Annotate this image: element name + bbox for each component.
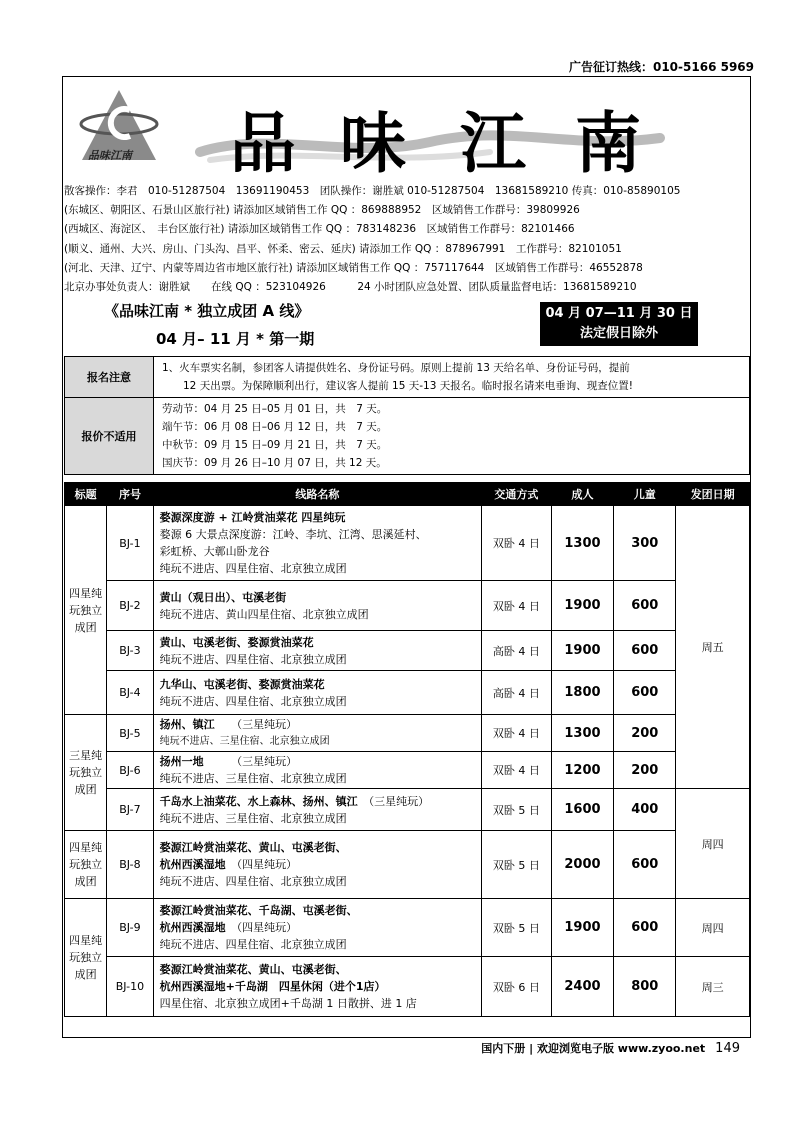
transport: 双卧 5 日 bbox=[482, 899, 552, 957]
title-char-2: 味 bbox=[340, 104, 406, 182]
date-range-box bbox=[540, 302, 698, 346]
route-name: 扬州、镇江 （三星纯玩） 纯玩不进店、三星住宿、北京独立成团 bbox=[153, 715, 481, 752]
route-no: BJ-3 bbox=[107, 631, 153, 671]
route-name: 婺源江岭赏油菜花、黄山、屯溪老街、 杭州西溪湿地 （四星纯玩） 纯玩不进店、四星住宿、北京独立成团 bbox=[153, 831, 481, 899]
route-no: BJ-4 bbox=[107, 671, 153, 715]
table-row bbox=[65, 957, 750, 1017]
child-price: 300 bbox=[614, 506, 676, 581]
contact-info bbox=[64, 182, 754, 297]
departure-day: 周四 bbox=[676, 789, 750, 899]
departure-day: 周四 bbox=[676, 899, 750, 957]
table-row bbox=[65, 581, 750, 631]
col-header: 成人 bbox=[551, 483, 613, 506]
adult-price: 1800 bbox=[551, 671, 613, 715]
route-no: BJ-7 bbox=[107, 789, 153, 831]
child-price: 600 bbox=[614, 581, 676, 631]
route-name: 九华山、屯溪老街、婺源赏油菜花 纯玩不进店、四星住宿、北京独立成团 bbox=[153, 671, 481, 715]
footer bbox=[481, 1040, 740, 1056]
contact-line: 北京办事处负责人：谢胜斌 在线 QQ ：523104926 24 小时团队应急处置、团队质量监督电话：13681589210 bbox=[64, 281, 637, 294]
table-row bbox=[65, 831, 750, 899]
transport: 双卧 4 日 bbox=[482, 752, 552, 789]
child-price: 600 bbox=[614, 831, 676, 899]
child-price: 200 bbox=[614, 752, 676, 789]
transport: 双卧 5 日 bbox=[482, 831, 552, 899]
adult-price: 1600 bbox=[551, 789, 613, 831]
route-name: 婺源江岭赏油菜花、千岛湖、屯溪老街、 杭州西溪湿地 （四星纯玩） 纯玩不进店、四星住宿、北京独立成团 bbox=[153, 899, 481, 957]
route-name: 扬州一地 （三星纯玩） 纯玩不进店、三星住宿、北京独立成团 bbox=[153, 752, 481, 789]
ad-hotline: 广告征订热线：010-5166 5969 bbox=[568, 60, 754, 74]
route-no: BJ-2 bbox=[107, 581, 153, 631]
departure-day: 周五 bbox=[676, 506, 750, 789]
route-no: BJ-6 bbox=[107, 752, 153, 789]
price-exclusion-label: 报价不适用 bbox=[65, 398, 154, 475]
adult-price: 1200 bbox=[551, 752, 613, 789]
col-header: 交通方式 bbox=[482, 483, 552, 506]
transport: 高卧 4 日 bbox=[482, 671, 552, 715]
category-cell: 三星纯玩独立成团 bbox=[65, 715, 107, 831]
table-row bbox=[65, 752, 750, 789]
page-number: 149 bbox=[715, 1041, 740, 1056]
route-no: BJ-10 bbox=[107, 957, 153, 1017]
adult-price: 1300 bbox=[551, 506, 613, 581]
contact-line: (顺义、通州、大兴、房山、门头沟、昌平、怀柔、密云、延庆) 请添加工作 QQ ：878967991 工作群号：82101051 bbox=[64, 242, 622, 255]
table-row bbox=[65, 671, 750, 715]
transport: 双卧 4 日 bbox=[482, 581, 552, 631]
contact-line: (西城区、海淀区、 丰台区旅行社) 请添加区域销售工作 QQ ：783148236 区域销售工作群号：82101466 bbox=[64, 223, 575, 236]
table-row bbox=[65, 506, 750, 581]
child-price: 200 bbox=[614, 715, 676, 752]
transport: 双卧 6 日 bbox=[482, 957, 552, 1017]
child-price: 600 bbox=[614, 671, 676, 715]
route-no: BJ-1 bbox=[107, 506, 153, 581]
route-no: BJ-9 bbox=[107, 899, 153, 957]
contact-line: (河北、天津、辽宁、内蒙等周边省市地区旅行社) 请添加区域销售工作 QQ ：757117644 区域销售工作群号：46552878 bbox=[64, 261, 643, 274]
col-header: 标题 bbox=[65, 483, 107, 506]
category-cell: 四星纯玩独立成团 bbox=[65, 899, 107, 1017]
page-title bbox=[190, 90, 680, 180]
adult-price: 1300 bbox=[551, 715, 613, 752]
contact-line: 散客操作：李君 010-51287504 13691190453 团队操作：谢胜斌 010-51287504 13681589210 传真：010-85890105 bbox=[64, 185, 681, 197]
table-row bbox=[65, 789, 750, 831]
footer-text: 国内下册 | 欢迎浏览电子版 www.zyoo.net bbox=[481, 1042, 706, 1055]
route-no: BJ-5 bbox=[107, 715, 153, 752]
category-cell: 四星纯玩独立成团 bbox=[65, 506, 107, 715]
adult-price: 2400 bbox=[551, 957, 613, 1017]
line-title: 《品味江南 * 独立成团 A 线》 bbox=[104, 302, 310, 320]
transport: 双卧 4 日 bbox=[482, 506, 552, 581]
route-name: 黄山、屯溪老街、婺源赏油菜花 纯玩不进店、四星住宿、北京独立成团 bbox=[153, 631, 481, 671]
col-header: 儿童 bbox=[614, 483, 676, 506]
notes-table bbox=[64, 356, 750, 475]
table-row bbox=[65, 631, 750, 671]
child-price: 800 bbox=[614, 957, 676, 1017]
title-char-3: 江 bbox=[460, 104, 526, 182]
route-name: 婺源江岭赏油菜花、黄山、屯溪老街、 杭州西溪湿地+千岛湖 四星休闲（进个1店） 四星住宿、北京独立成团+千岛湖 1 日散拼、进 1 店 bbox=[153, 957, 481, 1017]
col-header: 线路名称 bbox=[153, 483, 481, 506]
contact-line: (东城区、朝阳区、石景山区旅行社) 请添加区域销售工作 QQ ：869888952 区域销售工作群号：39809926 bbox=[64, 204, 580, 217]
period-title: 04 月– 11 月 * 第一期 bbox=[156, 330, 315, 348]
adult-price: 1900 bbox=[551, 581, 613, 631]
adult-price: 2000 bbox=[551, 831, 613, 899]
route-name: 黄山（观日出）、屯溪老街 纯玩不进店、黄山四星住宿、北京独立成团 bbox=[153, 581, 481, 631]
route-name: 婺源深度游 + 江岭赏油菜花 四星纯玩 婺源 6 大景点深度游：江岭、李坑、江湾、思溪延村、 彩虹桥、大鄣山卧龙谷 纯玩不进店、四星住宿、北京独立成团 bbox=[153, 506, 481, 581]
transport: 双卧 4 日 bbox=[482, 715, 552, 752]
child-price: 600 bbox=[614, 899, 676, 957]
table-row bbox=[65, 715, 750, 752]
col-header: 发团日期 bbox=[676, 483, 750, 506]
departure-day: 周三 bbox=[676, 957, 750, 1017]
adult-price: 1900 bbox=[551, 899, 613, 957]
adult-price: 1900 bbox=[551, 631, 613, 671]
signup-label: 报名注意 bbox=[65, 357, 154, 398]
date-note: 法定假日除外 bbox=[579, 326, 658, 341]
child-price: 400 bbox=[614, 789, 676, 831]
date-range: 04 月 07—11 月 30 日 bbox=[545, 306, 693, 321]
transport: 高卧 4 日 bbox=[482, 631, 552, 671]
col-header: 序号 bbox=[107, 483, 153, 506]
route-name: 千岛水上油菜花、水上森林、扬州、镇江 （三星纯玩） 纯玩不进店、三星住宿、北京独立成团 bbox=[153, 789, 481, 831]
title-char-4: 南 bbox=[575, 104, 641, 182]
title-char-1: 品 bbox=[230, 104, 296, 182]
route-no: BJ-8 bbox=[107, 831, 153, 899]
child-price: 600 bbox=[614, 631, 676, 671]
signup-text: 1、火车票实名制，参团客人请提供姓名、身份证号码。原则上提前 13 天给名单、身份证号码，提前 12 天出票。为保障顺利出行，建议客人提前 15 天-13 天报名。临时报名请来电垂询、现查位置! bbox=[154, 357, 750, 398]
brand-small-text: 品味江南 bbox=[88, 149, 132, 162]
price-exclusion-text: 劳动节：04 月 25 日–05 月 01 日，共 7 天。 端午节：06 月 08 日–06 月 12 日，共 7 天。 中秋节：09 月 15 日–09 月 21 日，共 7 天。 国庆节：09 月 26 日–10 月 07 日，共 12 天。 bbox=[154, 398, 750, 475]
routes-table bbox=[64, 482, 750, 1017]
table-row bbox=[65, 899, 750, 957]
category-cell: 四星纯玩独立成团 bbox=[65, 831, 107, 899]
transport: 双卧 5 日 bbox=[482, 789, 552, 831]
